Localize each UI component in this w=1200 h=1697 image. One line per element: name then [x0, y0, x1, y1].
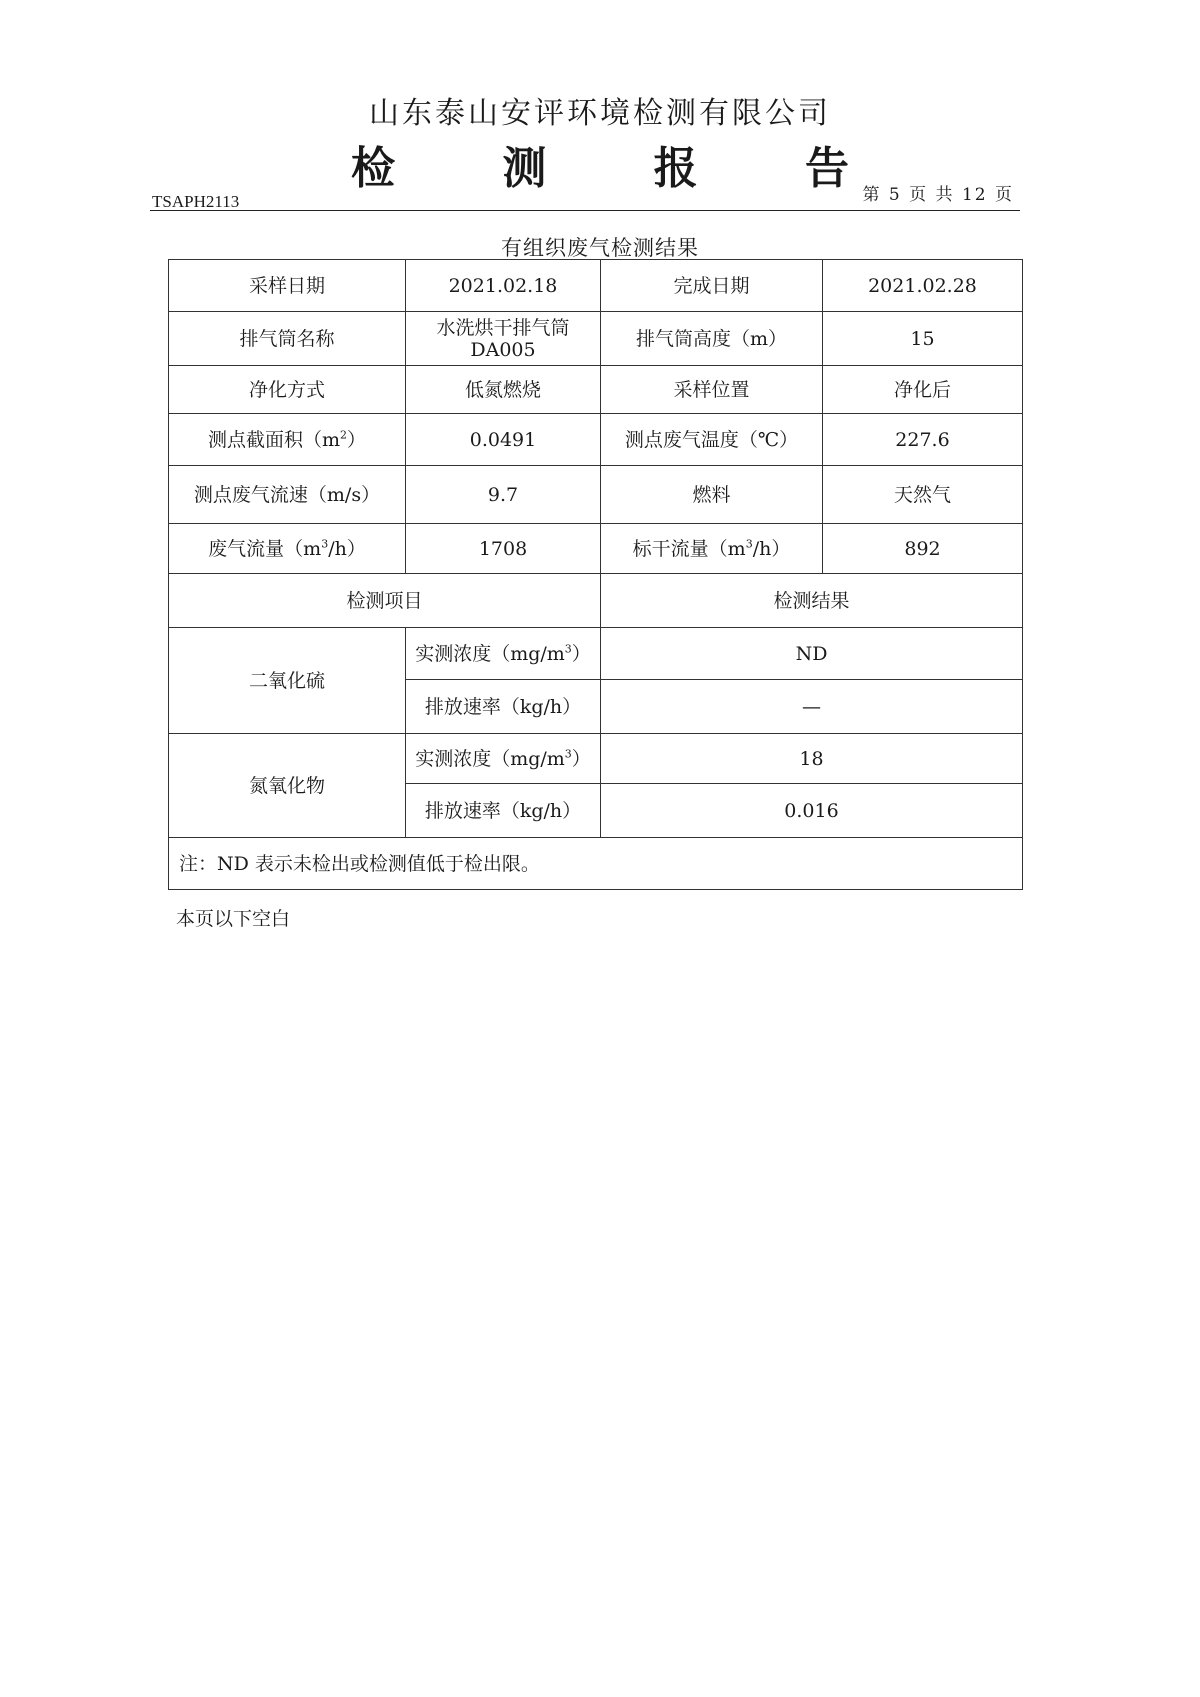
- flow-velocity-label: 测点废气流速（m/s）: [169, 466, 406, 524]
- exhaust-gas-results-table: [168, 259, 1023, 890]
- stack-height-label: 排气筒高度（m）: [601, 312, 823, 366]
- result-row: [169, 734, 1023, 784]
- info-row: [169, 466, 1023, 524]
- metric-label: 排放速率（kg/h）: [406, 784, 601, 838]
- company-name: 山东泰山安评环境检测有限公司: [369, 96, 831, 131]
- info-row: [169, 312, 1023, 366]
- note-row: [169, 838, 1023, 890]
- gas-flow-label: 废气流量$(m^3/h)$: [169, 524, 406, 574]
- purification-method-label: 净化方式: [169, 366, 406, 414]
- gas-flow-value: 1708: [406, 524, 601, 574]
- metric-value: 0.016: [601, 784, 1023, 838]
- info-row: [169, 414, 1023, 466]
- table-title: 有组织废气检测结果: [501, 236, 699, 260]
- metric-value: —: [601, 680, 1023, 734]
- completion-date-label: 完成日期: [601, 260, 823, 312]
- results-header-row: [169, 574, 1023, 628]
- fuel-value: 天然气: [823, 466, 1023, 524]
- metric-label: 排放速率（kg/h）: [406, 680, 601, 734]
- completion-date-value: 2021.02.28: [823, 260, 1023, 312]
- sampling-date-value: 2021.02.18: [406, 260, 601, 312]
- exhaust-temperature-label: 测点废气温度（℃）: [601, 414, 823, 466]
- purification-method-value: 低氮燃烧: [406, 366, 601, 414]
- fuel-label: 燃料: [601, 466, 823, 524]
- standard-dry-flow-label: 标干流量$(m^3/h)$: [601, 524, 823, 574]
- cross-section-area-value: 0.0491: [406, 414, 601, 466]
- cross-section-area-label: 测点截面积$(m^2)$: [169, 414, 406, 466]
- stack-height-value: 15: [823, 312, 1023, 366]
- standard-dry-flow-value: 892: [823, 524, 1023, 574]
- stack-name-label: 排气筒名称: [169, 312, 406, 366]
- document-code: TSAPH2113: [152, 192, 240, 211]
- metric-value: ND: [601, 628, 1023, 680]
- metric-label: 实测浓度$(mg/m^3)$: [406, 734, 601, 784]
- info-row: [169, 366, 1023, 414]
- header-rule: [150, 210, 1020, 211]
- exhaust-temperature-value: 227.6: [823, 414, 1023, 466]
- metric-value: 18: [601, 734, 1023, 784]
- blank-below-note: 本页以下空白: [176, 908, 291, 930]
- metric-label: 实测浓度$(mg/m^3)$: [406, 628, 601, 680]
- info-row: [169, 260, 1023, 312]
- report-title: 检 测 报 告: [351, 143, 895, 194]
- pollutant-name: 氮氧化物: [169, 734, 406, 838]
- pollutant-name: 二氧化硫: [169, 628, 406, 734]
- flow-velocity-value: 9.7: [406, 466, 601, 524]
- table-note: 注：ND 表示未检出或检测值低于检出限。: [169, 838, 1023, 890]
- sampling-location-value: 净化后: [823, 366, 1023, 414]
- result-row: [169, 628, 1023, 680]
- test-item-header: 检测项目: [169, 574, 601, 628]
- test-result-header: 检测结果: [601, 574, 1023, 628]
- sampling-location-label: 采样位置: [601, 366, 823, 414]
- page-number: 第 5 页 共 12 页: [862, 185, 1014, 205]
- stack-name-value: 水洗烘干排气筒DA005: [406, 312, 601, 366]
- info-row: [169, 524, 1023, 574]
- sampling-date-label: 采样日期: [169, 260, 406, 312]
